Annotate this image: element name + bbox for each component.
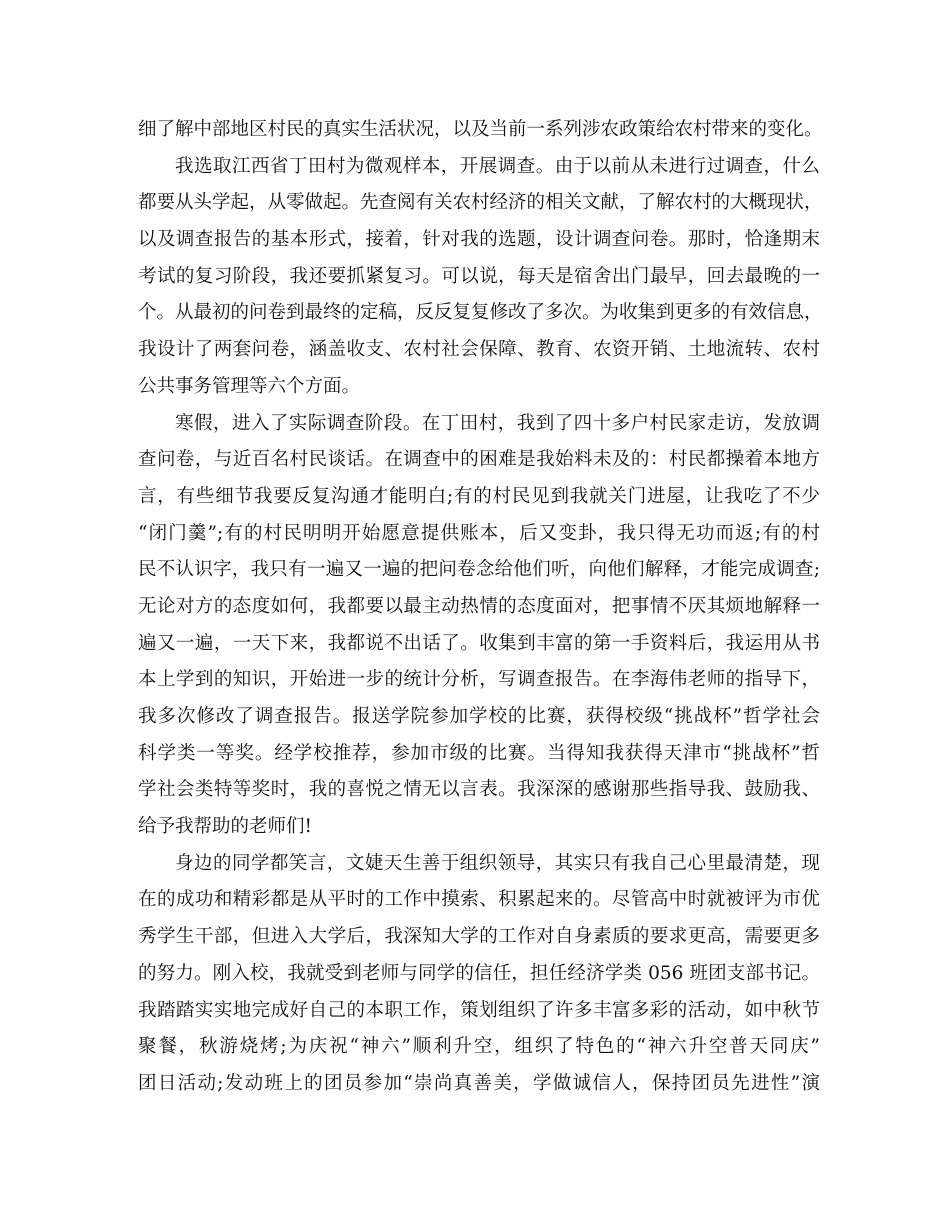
paragraph-first-line: 寒假，进入了实际调查阶段。在丁田村，我到了四十多户村民家走访，发放调	[175, 412, 820, 434]
text-line: 都要从头学起，从零做起。先查阅有关农村经济的相关文献，了解农村的大概现状，	[138, 192, 823, 214]
text-line: 查问卷，与近百名村民谈话。在调查中的困难是我始料未及的：村民都操着本地方	[138, 449, 820, 471]
text-line: 我设计了两套问卷，涵盖收支、农村社会保障、教育、农资开销、土地流转、农村	[138, 339, 820, 361]
text-line: 秀学生干部，但进入大学后，我深知大学的工作对自身素质的要求更高，需要更多	[138, 926, 820, 948]
text-line: 言，有些细节我要反复沟通才能明白;有的村民见到我就关门进屋，让我吃了不少	[138, 485, 820, 507]
text-line: 本上学到的知识，开始进一步的统计分析，写调查报告。在李海伟老师的指导下，	[138, 669, 820, 691]
text-line: 团日活动;发动班上的团员参加“崇尚真善美，学做诚信人，保持团员先进性”演	[138, 1072, 820, 1094]
text-line: 遍又一遍，一天下来，我都说不出话了。收集到丰富的第一手资料后，我运用从书	[138, 632, 820, 654]
text-line: 科学类一等奖。经学校推荐，参加市级的比赛。当得知我获得天津市“挑战杯”哲	[138, 742, 820, 764]
paragraph-last-line: 给予我帮助的老师们!	[138, 816, 312, 838]
text-line: 个。从最初的问卷到最终的定稿，反反复复修改了多次。为收集到更多的有效信息，	[138, 302, 823, 324]
text-line: 在的成功和精彩都是从平时的工作中摸索、积累起来的。尽管高中时就被评为市优	[138, 889, 820, 911]
text-line: 细了解中部地区村民的真实生活状况，以及当前一系列涉农政策给农村带来的变化。	[138, 119, 823, 140]
paragraph-first-line: 身边的同学都笑言，文婕天生善于组织领导，其实只有我自己心里最清楚，现	[175, 852, 820, 874]
text-line: 我多次修改了调查报告。报送学院参加学校的比赛，获得校级“挑战杯”哲学社会	[138, 706, 820, 727]
text-line: 考试的复习阶段，我还要抓紧复习。可以说，每天是宿舍出门最早，回去最晚的一	[138, 265, 820, 287]
text-line: 学社会类特等奖时，我的喜悦之情无以言表。我深深的感谢那些指导我、鼓励我、	[138, 779, 820, 801]
document-body	[138, 112, 823, 1103]
text-line: 以及调查报告的基本形式，接着，针对我的选题，设计调查问卷。那时，恰逢期末	[138, 229, 820, 251]
paragraph-last-line: 公共事务管理等六个方面。	[138, 375, 361, 397]
paragraph-first-line: 我选取江西省丁田村为微观样本，开展调查。由于以前从未进行过调查，什么	[175, 155, 820, 177]
text-line: 无论对方的态度如何，我都要以最主动热情的态度面对，把事情不厌其烦地解释一	[138, 595, 820, 617]
text-line: 的努力。刚入校，我就受到老师与同学的信任，担任经济学类 056 班团支部书记。	[138, 962, 820, 984]
text-line: “闭门羹”;有的村民明明开始愿意提供账本，后又变卦，我只得无功而返;有的村	[138, 522, 820, 544]
text-line: 聚餐，秋游烧烤;为庆祝“神六”顺利升空，组织了特色的“神六升空普天同庆”	[138, 1036, 820, 1058]
text-line: 我踏踏实实地完成好自己的本职工作，策划组织了许多丰富多彩的活动，如中秋节	[138, 999, 820, 1021]
text-line: 民不认识字，我只有一遍又一遍的把问卷念给他们听，向他们解释，才能完成调查;	[138, 559, 820, 581]
